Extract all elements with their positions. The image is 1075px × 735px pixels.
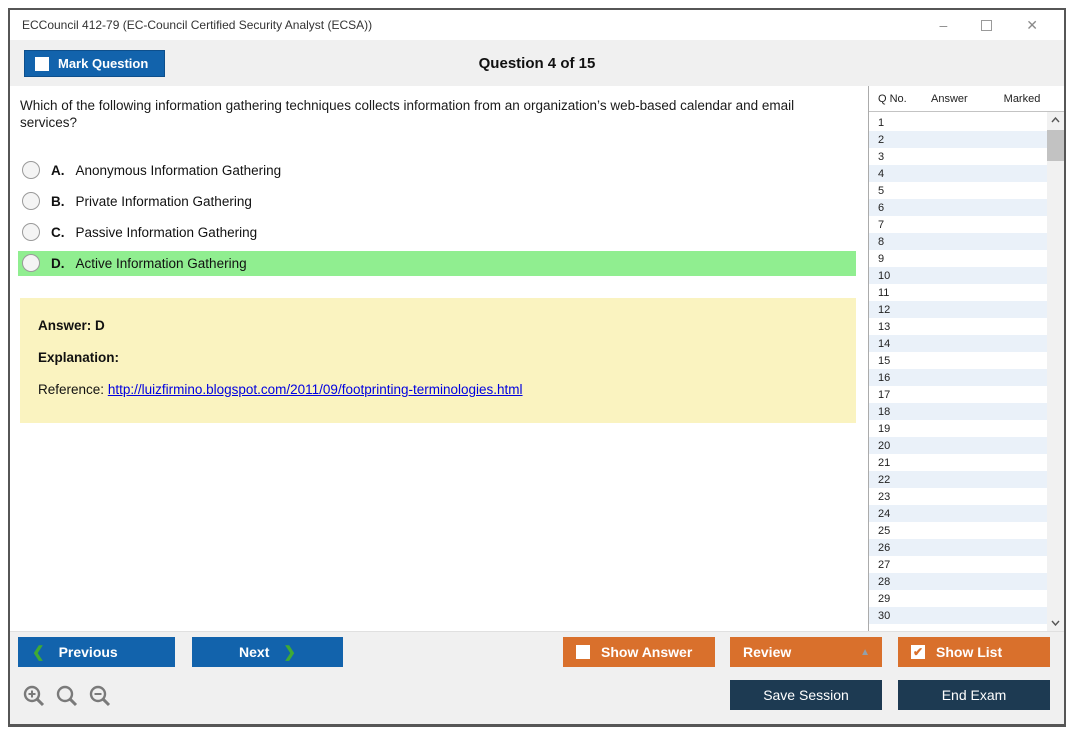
show-list-label: Show List [936, 644, 1003, 660]
question-text: Which of the following information gathering techniques collects information from an organization’s web-based calendar and email services? [20, 98, 795, 130]
review-dropdown[interactable] [730, 637, 882, 667]
caret-up-icon: ▲ [860, 646, 870, 658]
end-exam-label: End Exam [941, 687, 1007, 703]
zoom-out-icon[interactable] [88, 684, 112, 708]
options-list [18, 158, 858, 276]
reference-link[interactable]: http://luizfirmino.blogspot.com/2011/09/footprinting-terminologies.html [107, 381, 523, 397]
check-icon: ✔ [912, 645, 924, 659]
title-bar [10, 10, 1064, 40]
qlist-row[interactable] [869, 437, 1047, 454]
question-list-header [869, 86, 1064, 112]
scrollbar-thumb[interactable] [1047, 130, 1064, 161]
qlist-row[interactable] [869, 488, 1047, 505]
column-qno: Q No. [878, 92, 907, 105]
qlist-row-number: 17 [878, 388, 891, 401]
qlist-row-number: 5 [878, 184, 885, 197]
qlist-row[interactable] [869, 250, 1047, 267]
column-answer: Answer [931, 92, 968, 105]
qlist-row[interactable] [869, 114, 1047, 131]
qlist-row[interactable] [869, 454, 1047, 471]
reference-row [38, 382, 836, 397]
next-button[interactable] [192, 637, 343, 667]
qlist-row-number: 7 [878, 218, 885, 231]
save-session-button[interactable] [730, 680, 882, 710]
option-letter: D. [51, 255, 65, 271]
exam-window [8, 8, 1066, 727]
qlist-row[interactable] [869, 369, 1047, 386]
qlist-row[interactable] [869, 471, 1047, 488]
qlist-row[interactable] [869, 420, 1047, 437]
zoom-reset-icon[interactable] [55, 684, 79, 708]
qlist-row-number: 14 [878, 337, 891, 350]
main-area [10, 86, 1064, 631]
qlist-row[interactable] [869, 199, 1047, 216]
option-text: Private Information Gathering [75, 193, 252, 209]
previous-label: Previous [58, 644, 118, 660]
option-row[interactable] [18, 189, 856, 214]
qlist-row-number: 9 [878, 252, 885, 265]
qlist-row[interactable] [869, 573, 1047, 590]
window-controls [939, 18, 1064, 32]
qlist-row[interactable] [869, 284, 1047, 301]
qlist-row-number: 12 [878, 303, 891, 316]
save-session-label: Save Session [763, 687, 849, 703]
question-list-panel [868, 86, 1064, 631]
qlist-row-number: 10 [878, 269, 891, 282]
qlist-row[interactable] [869, 182, 1047, 199]
question-area [10, 86, 868, 631]
qlist-row-number: 27 [878, 558, 891, 571]
qlist-row[interactable] [869, 148, 1047, 165]
show-list-button[interactable] [898, 637, 1050, 667]
qlist-row-number: 16 [878, 371, 891, 384]
question-rows [869, 114, 1047, 624]
option-letter: A. [51, 162, 65, 178]
qlist-row-number: 28 [878, 575, 891, 588]
qlist-row-number: 20 [878, 439, 891, 452]
explanation-label: Explanation: [38, 349, 120, 365]
option-letter: B. [51, 193, 65, 209]
radio-button[interactable] [22, 192, 40, 210]
mark-question-button[interactable] [24, 50, 165, 77]
radio-button[interactable] [22, 254, 40, 272]
qlist-row-number: 22 [878, 473, 891, 486]
qlist-row[interactable] [869, 131, 1047, 148]
option-letter: C. [51, 224, 65, 240]
qlist-row-number: 29 [878, 592, 891, 605]
qlist-row[interactable] [869, 386, 1047, 403]
qlist-row-number: 6 [878, 201, 885, 214]
next-label: Next [239, 644, 270, 660]
zoom-tools [22, 684, 112, 708]
qlist-row-number: 11 [878, 286, 890, 299]
qlist-row-number: 2 [878, 133, 885, 146]
qlist-row[interactable] [869, 556, 1047, 573]
qlist-row-number: 15 [878, 354, 891, 367]
qlist-row[interactable] [869, 216, 1047, 233]
option-row[interactable] [18, 220, 856, 245]
question-list [869, 112, 1064, 631]
show-list-checkbox[interactable] [911, 645, 925, 659]
qlist-row-number: 30 [878, 609, 891, 622]
option-text: Passive Information Gathering [75, 224, 258, 240]
option-row[interactable] [18, 158, 856, 183]
mark-question-label: Mark Question [58, 56, 149, 71]
qlist-row-number: 1 [878, 116, 885, 129]
qlist-row[interactable] [869, 301, 1047, 318]
column-marked: Marked [1003, 92, 1041, 105]
show-answer-checkbox[interactable] [576, 645, 590, 659]
question-counter: Question 4 of 15 [478, 54, 596, 72]
qlist-row-number: 13 [878, 320, 891, 333]
option-text: Anonymous Information Gathering [75, 162, 282, 178]
qlist-row-number: 18 [878, 405, 891, 418]
close-icon[interactable]: ✕ [1026, 17, 1038, 33]
scroll-up-icon[interactable] [1047, 112, 1064, 128]
scrollbar[interactable] [1047, 112, 1064, 631]
chevron-left-icon: ❮ [32, 644, 45, 661]
qlist-row-number: 23 [878, 490, 891, 503]
qlist-row[interactable] [869, 607, 1047, 624]
qlist-row[interactable] [869, 165, 1047, 182]
qlist-row-number: 25 [878, 524, 891, 537]
qlist-row-number: 4 [878, 167, 885, 180]
maximize-icon[interactable] [981, 20, 992, 31]
previous-button[interactable] [18, 637, 175, 667]
qlist-row-number: 3 [878, 150, 885, 163]
answer-value: Answer: D [38, 317, 105, 333]
qlist-row[interactable] [869, 590, 1047, 607]
qlist-row-number: 24 [878, 507, 891, 520]
radio-button[interactable] [22, 223, 40, 241]
qlist-row-number: 19 [878, 422, 891, 435]
header-strip [10, 40, 1064, 86]
review-label: Review [743, 644, 792, 660]
mark-question-checkbox[interactable] [35, 57, 49, 71]
option-text: Active Information Gathering [75, 255, 247, 271]
qlist-row-number: 26 [878, 541, 891, 554]
option-row[interactable] [18, 251, 856, 276]
qlist-row-number: 21 [878, 456, 891, 469]
qlist-row[interactable] [869, 505, 1047, 522]
show-answer-button[interactable] [563, 637, 715, 667]
qlist-row[interactable] [869, 233, 1047, 250]
end-exam-button[interactable] [898, 680, 1050, 710]
scroll-down-icon[interactable] [1047, 615, 1064, 631]
qlist-row[interactable] [869, 318, 1047, 335]
qlist-row[interactable] [869, 539, 1047, 556]
qlist-row[interactable] [869, 352, 1047, 369]
answer-explanation-box [20, 298, 856, 423]
chevron-right-icon: ❯ [283, 644, 296, 661]
qlist-row[interactable] [869, 335, 1047, 352]
reference-label: Reference: [38, 381, 105, 397]
window-title: ECCouncil 412-79 (EC-Council Certified Security Analyst (ECSA)) [22, 18, 373, 32]
show-answer-label: Show Answer [601, 644, 693, 660]
minimize-icon[interactable]: – [939, 17, 948, 33]
qlist-row-number: 8 [878, 235, 885, 248]
radio-button[interactable] [22, 161, 40, 179]
zoom-in-icon[interactable] [22, 684, 46, 708]
qlist-row[interactable] [869, 522, 1047, 539]
qlist-row[interactable] [869, 267, 1047, 284]
bottom-toolbar [10, 631, 1064, 724]
qlist-row[interactable] [869, 403, 1047, 420]
